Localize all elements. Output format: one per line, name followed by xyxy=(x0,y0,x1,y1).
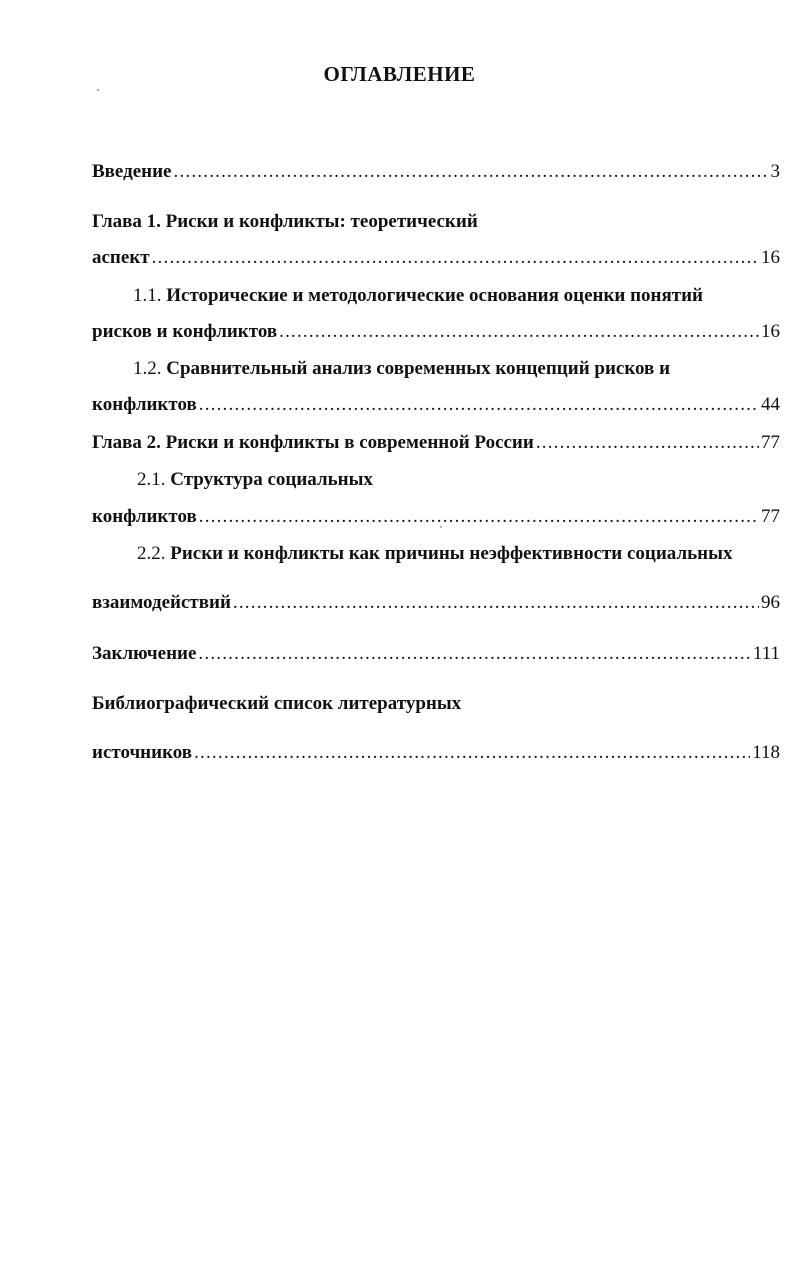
toc-label: Структура социальных xyxy=(170,469,373,490)
toc-page-number: 16 xyxy=(761,321,780,342)
toc-label: Глава 2. Риски и конфликты в современной России xyxy=(92,432,534,453)
leader-dots xyxy=(199,391,759,419)
toc-page-number: 77 xyxy=(761,506,780,527)
toc-label: конфликтов xyxy=(92,394,197,415)
toc-label: аспект xyxy=(92,247,150,268)
section-number: 1.2. xyxy=(133,358,162,379)
toc-label: Введение xyxy=(92,161,172,182)
toc-page-number: 96 xyxy=(761,592,780,613)
page-title: ОГЛАВЛЕНИЕ xyxy=(323,62,476,86)
toc-page-number: 77 xyxy=(761,432,780,453)
toc-label: Исторические и методологические основания оценки понятий xyxy=(166,285,704,306)
leader-dots xyxy=(279,318,759,346)
section-number: 1.1. xyxy=(133,285,162,306)
toc-entry-bibliography-line1[interactable]: Библиографический список литературных xyxy=(92,693,462,714)
leader-dots xyxy=(536,429,759,457)
toc-page-number: 44 xyxy=(761,394,780,415)
toc-label: рисков и конфликтов xyxy=(92,321,278,342)
toc-entry-section-2-1[interactable] xyxy=(92,503,780,531)
toc-label: Заключение xyxy=(92,643,197,664)
toc-label: Риски и конфликты как причины неэффективности социальных xyxy=(170,543,733,564)
leader-dots xyxy=(233,589,759,617)
toc-page-number: 111 xyxy=(752,643,780,664)
toc-entry-section-1-1-line1[interactable] xyxy=(133,282,780,310)
toc-entry-chapter-1[interactable] xyxy=(92,244,780,272)
leader-dots xyxy=(174,158,769,186)
leader-dots xyxy=(198,640,750,668)
leader-dots xyxy=(152,244,759,272)
toc-page-number: 118 xyxy=(752,742,780,763)
toc-entry-introduction[interactable] xyxy=(92,158,780,186)
toc-entry-conclusion[interactable] xyxy=(92,640,780,668)
toc-entry-section-1-2[interactable] xyxy=(92,391,780,419)
toc-page-number: 16 xyxy=(761,247,780,268)
toc-page-number: 3 xyxy=(770,161,780,182)
toc-entry-chapter-2[interactable] xyxy=(92,429,780,457)
toc-entry-section-2-2-line1[interactable] xyxy=(137,540,797,568)
toc-label: взаимодействий xyxy=(92,592,231,613)
scan-speck xyxy=(97,89,99,91)
toc-entry-section-2-1-line1[interactable] xyxy=(137,466,780,494)
leader-dots xyxy=(199,503,759,531)
section-number: 2.2. xyxy=(137,543,166,564)
toc-entry-chapter-1-line1[interactable]: Глава 1. Риски и конфликты: теоретический xyxy=(92,211,478,232)
toc-entry-section-1-2-line1[interactable] xyxy=(133,355,780,383)
toc-label: конфликтов xyxy=(92,506,197,527)
toc-label: источников xyxy=(92,742,193,763)
toc-entry-bibliography[interactable] xyxy=(92,739,780,767)
toc-entry-section-1-1[interactable] xyxy=(92,318,780,346)
toc-label: Сравнительный анализ современных концепций рисков и xyxy=(166,358,671,379)
toc-entry-section-2-2[interactable] xyxy=(92,589,780,617)
section-number: 2.1. xyxy=(137,469,166,490)
leader-dots xyxy=(194,739,750,767)
